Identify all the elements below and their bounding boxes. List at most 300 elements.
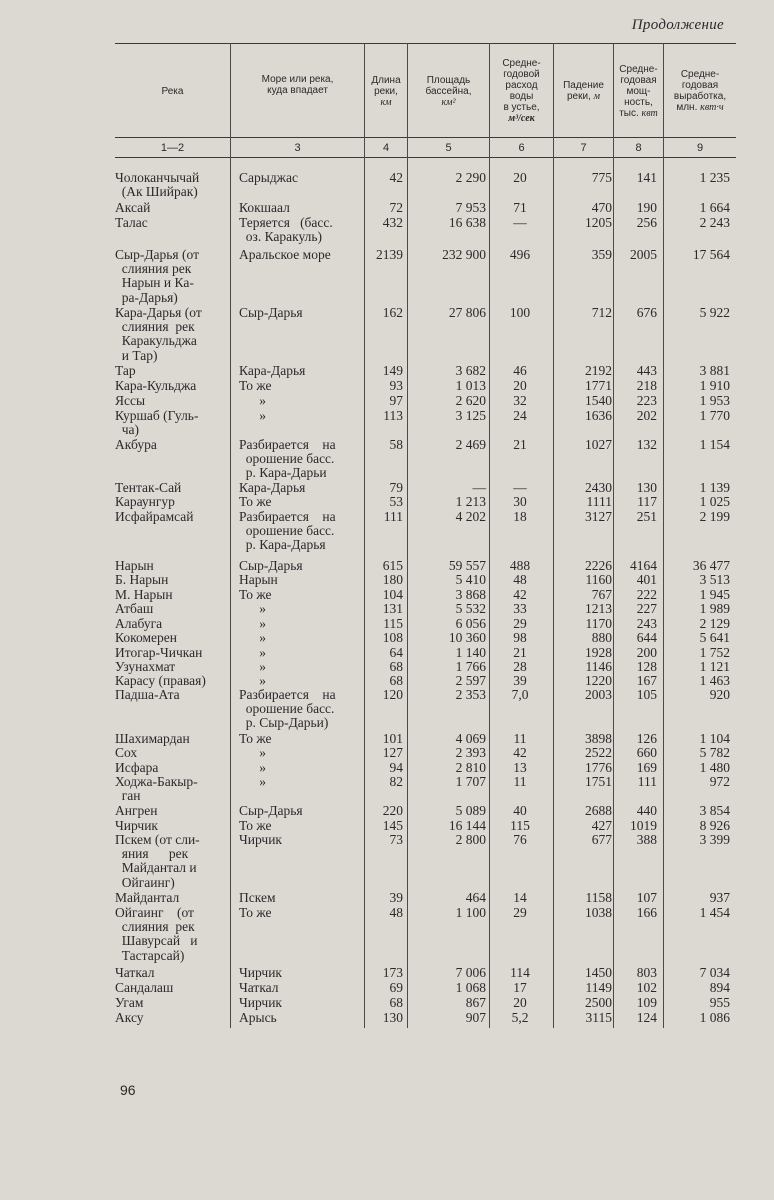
avg-output: 1 945 [699,587,730,602]
length-km: 39 [389,890,403,905]
avg-flow: 29 [513,616,527,631]
avg-output: 1 104 [699,731,730,746]
avg-power: 107 [636,890,657,905]
length-km: 220 [382,803,403,818]
avg-flow: 42 [513,587,527,602]
avg-output: 5 782 [699,745,730,760]
header-length: Длина реки, км [371,74,401,108]
river-name: Ангрен [115,803,158,818]
river-fall: 2500 [585,995,612,1010]
flows-into: Сыр-Дарья [239,803,303,818]
river-name: Сыр-Дарья (от слияния рек Нарын и Ка- ра-Дарья) [115,247,199,305]
avg-flow: 17 [513,980,527,995]
avg-output: 3 881 [699,363,730,378]
river-fall: 1205 [585,215,612,230]
basin-area: 59 557 [448,558,486,573]
avg-output: 1 154 [699,437,730,452]
avg-flow: 100 [509,305,531,320]
flows-into: То же [239,378,272,393]
river-fall: 767 [591,587,612,602]
avg-flow: 114 [510,965,530,980]
avg-flow: 7,0 [511,687,529,702]
flows-into: Сыр-Дарья [239,305,303,320]
river-fall: 1540 [585,393,612,408]
river-name: Сандалаш [115,980,174,995]
river-name: М. Нарын [115,587,173,602]
avg-flow: 32 [513,393,527,408]
avg-output: 3 399 [699,832,730,847]
basin-area: 1 100 [455,905,486,920]
basin-area: 3 868 [455,587,486,602]
avg-power: 243 [636,616,657,631]
avg-flow: 71 [513,200,527,215]
avg-power: 256 [636,215,657,230]
avg-power: 251 [636,509,657,524]
avg-power: 126 [636,731,657,746]
length-km: 68 [389,995,403,1010]
length-km: 68 [389,673,403,688]
avg-power: 109 [636,995,657,1010]
avg-power: 1019 [630,818,657,833]
header-river: Река [161,85,184,97]
river-name: Ходжа-Бакыр- ган [115,774,198,804]
avg-flow: 42 [513,745,527,760]
header-area: Площадь бассейна, км² [425,74,472,108]
avg-flow: 48 [513,572,527,587]
header-fall: Падение реки, м [563,80,604,102]
avg-output: 1 480 [699,760,730,775]
basin-area: 5 089 [455,803,486,818]
river-fall: 775 [591,170,612,185]
avg-output: 1 454 [699,905,730,920]
length-km: 58 [389,437,403,452]
colnum-4: 4 [382,142,390,154]
flows-into: » [239,616,266,631]
length-km: 162 [382,305,403,320]
avg-power: 803 [636,965,657,980]
river-fall: 1776 [585,760,612,775]
flows-into: » [239,774,266,789]
header-rule [115,137,736,138]
avg-flow: 76 [513,832,527,847]
avg-output: 1 953 [699,393,730,408]
river-name: Исфайрамсай [115,509,194,524]
avg-power: 443 [636,363,657,378]
river-fall: 2192 [585,363,612,378]
colnum-6: 6 [518,142,525,154]
basin-area: 2 597 [455,673,486,688]
basin-area: 16 144 [448,818,486,833]
flows-into: Чирчик [239,965,282,980]
basin-area: 1 013 [455,378,486,393]
avg-flow: 5,2 [511,1010,529,1025]
avg-power: 132 [636,437,657,452]
basin-area: 1 213 [455,494,486,509]
header-power: Средне- годовая мощ- ность, тыс. квт [619,63,658,119]
avg-flow: — [513,215,527,230]
avg-flow: 13 [513,760,527,775]
river-fall: 2226 [585,558,612,573]
river-fall: 2688 [585,803,612,818]
avg-power: 2005 [630,247,657,262]
basin-area: 1 766 [455,659,486,674]
length-km: 64 [389,645,403,660]
avg-power: 660 [636,745,657,760]
river-fall: 1928 [585,645,612,660]
river-fall: 1038 [585,905,612,920]
river-fall: 1213 [585,601,612,616]
colnum-7: 7 [580,142,587,154]
river-name: Кокомерен [115,630,177,645]
avg-flow: 11 [513,731,527,746]
river-fall: 2430 [585,480,612,495]
colnum-8: 8 [635,142,642,154]
river-fall: 359 [591,247,612,262]
avg-power: 102 [636,980,657,995]
length-km: 113 [383,408,403,423]
length-km: 432 [382,215,403,230]
flows-into: Арысь [239,1010,277,1025]
river-fall: 427 [591,818,612,833]
avg-output: 1 910 [699,378,730,393]
avg-output: 3 854 [699,803,730,818]
river-name: Исфара [115,760,159,775]
avg-flow: 28 [513,659,527,674]
river-fall: 1111 [586,494,612,509]
length-km: 73 [389,832,403,847]
length-km: 127 [382,745,403,760]
avg-power: 644 [636,630,657,645]
avg-flow: 488 [509,558,531,573]
avg-output: 2 129 [699,616,730,631]
avg-flow: 24 [513,408,527,423]
flows-into: Разбирается на орошение басс. р. Кара-Дарьи [239,437,336,481]
avg-power: 401 [636,572,657,587]
river-name: Кара-Дарья (от слияния рек Каракульджа и Тар) [115,305,202,363]
basin-area: 16 638 [448,215,486,230]
basin-area: 2 620 [455,393,486,408]
river-name: Куршаб (Гуль- ча) [115,408,199,438]
length-km: 97 [389,393,403,408]
length-km: 53 [389,494,403,509]
avg-output: 1 235 [699,170,730,185]
basin-area: 3 682 [455,363,486,378]
river-fall: 1751 [585,774,612,789]
basin-area: 1 140 [455,645,486,660]
basin-area: 2 290 [455,170,486,185]
avg-power: 4164 [630,558,657,573]
column-divider-3 [407,43,408,1028]
basin-area: 3 125 [455,408,486,423]
length-km: 108 [382,630,403,645]
avg-output: 17 564 [692,247,730,262]
river-name: Аксу [115,1010,144,1025]
avg-flow: 40 [513,803,527,818]
avg-power: 141 [636,170,657,185]
avg-flow: 33 [513,601,527,616]
river-name: Майдантал [115,890,180,905]
flows-into: Сарыджас [239,170,298,185]
flows-into: » [239,393,266,408]
continuation-label: Продолжение [631,17,724,33]
header-flow: Средне- годовой расход воды в устье, м³/сек [502,58,541,124]
length-km: 149 [382,363,403,378]
header-sea: Море или река, куда впадает [261,74,334,96]
avg-output: 1 025 [699,494,730,509]
flows-into: Кара-Дарья [239,480,306,495]
avg-output: 5 922 [699,305,730,320]
basin-area: 2 393 [455,745,486,760]
avg-flow: 11 [513,774,527,789]
avg-flow: 496 [509,247,531,262]
flows-into: Чирчик [239,995,282,1010]
basin-area: — [472,480,486,495]
flows-into: Нарын [239,572,278,587]
flows-into: » [239,673,266,688]
basin-area: 2 353 [455,687,486,702]
river-name: Кара-Кульджа [115,378,197,393]
flows-into: Разбирается на орошение басс. р. Сыр-Дарьи) [239,687,336,731]
avg-power: 169 [636,760,657,775]
length-km: 69 [389,980,403,995]
avg-output: 2 199 [699,509,730,524]
river-fall: 1146 [585,659,612,674]
basin-area: 10 360 [448,630,486,645]
flows-into: Пскем [239,890,276,905]
flows-into: » [239,760,266,775]
column-divider-2 [364,43,365,1028]
flows-into: То же [239,587,272,602]
column-number-rule [115,157,736,158]
avg-power: 676 [636,305,657,320]
column-divider-4 [489,43,490,1028]
flows-into: Аральское море [239,247,331,262]
river-name: Алабуга [115,616,163,631]
avg-output: 920 [709,687,730,702]
avg-output: 3 513 [699,572,730,587]
river-name: Нарын [115,558,154,573]
avg-power: 218 [636,378,657,393]
length-km: 180 [382,572,403,587]
column-divider-5 [553,43,554,1028]
river-name: Чирчик [115,818,158,833]
flows-into: Сыр-Дарья [239,558,303,573]
avg-power: 111 [637,774,657,789]
avg-power: 227 [636,601,657,616]
colnum-3: 3 [294,142,301,154]
river-fall: 3127 [585,509,612,524]
river-fall: 880 [591,630,612,645]
colnum-5: 5 [445,142,452,154]
avg-power: 223 [636,393,657,408]
river-name: Узунахмат [115,659,176,674]
flows-into: То же [239,818,272,833]
river-name: Шахимардан [115,731,190,746]
river-fall: 1636 [585,408,612,423]
basin-area: 4 202 [455,509,486,524]
flows-into: То же [239,731,272,746]
length-km: 2139 [376,247,403,262]
avg-output: 1 664 [699,200,730,215]
avg-output: 1 121 [699,659,730,674]
colnum-1: 1—2 [160,142,185,154]
flows-into: То же [239,905,272,920]
avg-flow: 20 [513,170,527,185]
avg-output: 894 [709,980,730,995]
avg-power: 124 [636,1010,657,1025]
colnum-9: 9 [696,142,704,154]
river-fall: 1149 [585,980,612,995]
length-km: 131 [382,601,403,616]
river-fall: 1160 [585,572,612,587]
length-km: 115 [383,616,403,631]
page-number: 96 [120,1082,136,1098]
river-fall: 1170 [585,616,612,631]
table-top-rule [115,43,736,44]
column-divider-7 [663,43,664,1028]
river-name: Караунгур [115,494,175,509]
flows-into: Чирчик [239,832,282,847]
avg-flow: 46 [513,363,527,378]
basin-area: 27 806 [448,305,486,320]
length-km: 42 [389,170,403,185]
river-name: Талас [115,215,148,230]
basin-area: 464 [465,890,486,905]
flows-into: » [239,630,266,645]
avg-power: 388 [636,832,657,847]
river-name: Яссы [115,393,146,408]
river-fall: 470 [591,200,612,215]
avg-output: 1 752 [699,645,730,660]
avg-output: 36 477 [692,558,730,573]
avg-output: 5 641 [699,630,730,645]
length-km: 72 [389,200,403,215]
avg-flow: 29 [513,905,527,920]
avg-output: 955 [709,995,730,1010]
basin-area: 232 900 [442,247,486,262]
river-name: Сох [115,745,138,760]
length-km: 111 [383,509,403,524]
avg-power: 128 [636,659,657,674]
avg-power: 167 [636,673,657,688]
avg-power: 130 [636,480,657,495]
avg-power: 202 [636,408,657,423]
basin-area: 7 953 [455,200,486,215]
river-fall: 712 [591,305,612,320]
river-fall: 1158 [585,890,612,905]
river-name: Пскем (от сли- яния рек Майдантал и Ойгаинг) [115,832,200,890]
basin-area: 2 800 [455,832,486,847]
river-name: Тар [115,363,136,378]
flows-into: Разбирается на орошение басс. р. Кара-Дарья [239,509,336,553]
avg-flow: 20 [513,378,527,393]
avg-flow: 21 [513,645,527,660]
basin-area: 2 810 [455,760,486,775]
length-km: 104 [382,587,403,602]
avg-output: 972 [709,774,730,789]
avg-flow: 98 [513,630,527,645]
flows-into: Чаткал [239,980,279,995]
avg-power: 222 [636,587,657,602]
basin-area: 867 [465,995,486,1010]
basin-area: 2 469 [455,437,486,452]
avg-flow: 115 [510,818,530,833]
avg-power: 166 [636,905,657,920]
river-name: Угам [115,995,144,1010]
flows-into: » [239,601,266,616]
river-fall: 2003 [585,687,612,702]
header-output: Средне- годовая выработка, млн. квт·ч [673,69,727,113]
avg-power: 440 [636,803,657,818]
flows-into: » [239,645,266,660]
length-km: 68 [389,659,403,674]
column-divider-1 [230,43,231,1028]
avg-output: 8 926 [699,818,730,833]
avg-power: 190 [636,200,657,215]
avg-output: 1 139 [699,480,730,495]
avg-output: 1 989 [699,601,730,616]
river-fall: 3898 [585,731,612,746]
length-km: 48 [389,905,403,920]
river-fall: 2522 [585,745,612,760]
basin-area: 907 [465,1010,486,1025]
avg-power: 200 [636,645,657,660]
length-km: 82 [389,774,403,789]
avg-power: 117 [637,494,657,509]
flows-into: Кара-Дарья [239,363,306,378]
river-fall: 3115 [585,1010,612,1025]
length-km: 145 [382,818,403,833]
basin-area: 4 069 [455,731,486,746]
basin-area: 1 707 [455,774,486,789]
river-fall: 1771 [585,378,612,393]
river-fall: 1220 [585,673,612,688]
river-name: Аксай [115,200,151,215]
length-km: 173 [382,965,403,980]
length-km: 615 [382,558,403,573]
avg-output: 1 086 [699,1010,730,1025]
length-km: 93 [389,378,403,393]
flows-into: Теряется (басс. оз. Каракуль) [239,215,333,245]
basin-area: 7 006 [455,965,486,980]
river-name: Акбура [115,437,157,452]
length-km: 120 [382,687,403,702]
length-km: 94 [389,760,403,775]
avg-flow: 20 [513,995,527,1010]
length-km: 101 [382,731,403,746]
column-divider-6 [613,43,614,1028]
basin-area: 1 068 [455,980,486,995]
river-name: Тентак-Сай [115,480,182,495]
length-km: 79 [389,480,403,495]
flows-into: Кокшаал [239,200,290,215]
river-name: Итогар-Чичкан [115,645,203,660]
river-name: Ойгаинг (от слияния рек Шавурсай и Тастарсай) [115,905,198,963]
river-fall: 1450 [585,965,612,980]
avg-flow: 18 [513,509,527,524]
river-name: Карасу (правая) [115,673,206,688]
avg-power: 105 [636,687,657,702]
avg-flow: 30 [513,494,527,509]
river-fall: 677 [591,832,612,847]
flows-into: » [239,408,266,423]
avg-flow: 14 [513,890,527,905]
river-name: Б. Нарын [115,572,169,587]
flows-into: » [239,745,266,760]
avg-flow: 21 [513,437,527,452]
avg-output: 937 [709,890,730,905]
avg-output: 7 034 [699,965,730,980]
